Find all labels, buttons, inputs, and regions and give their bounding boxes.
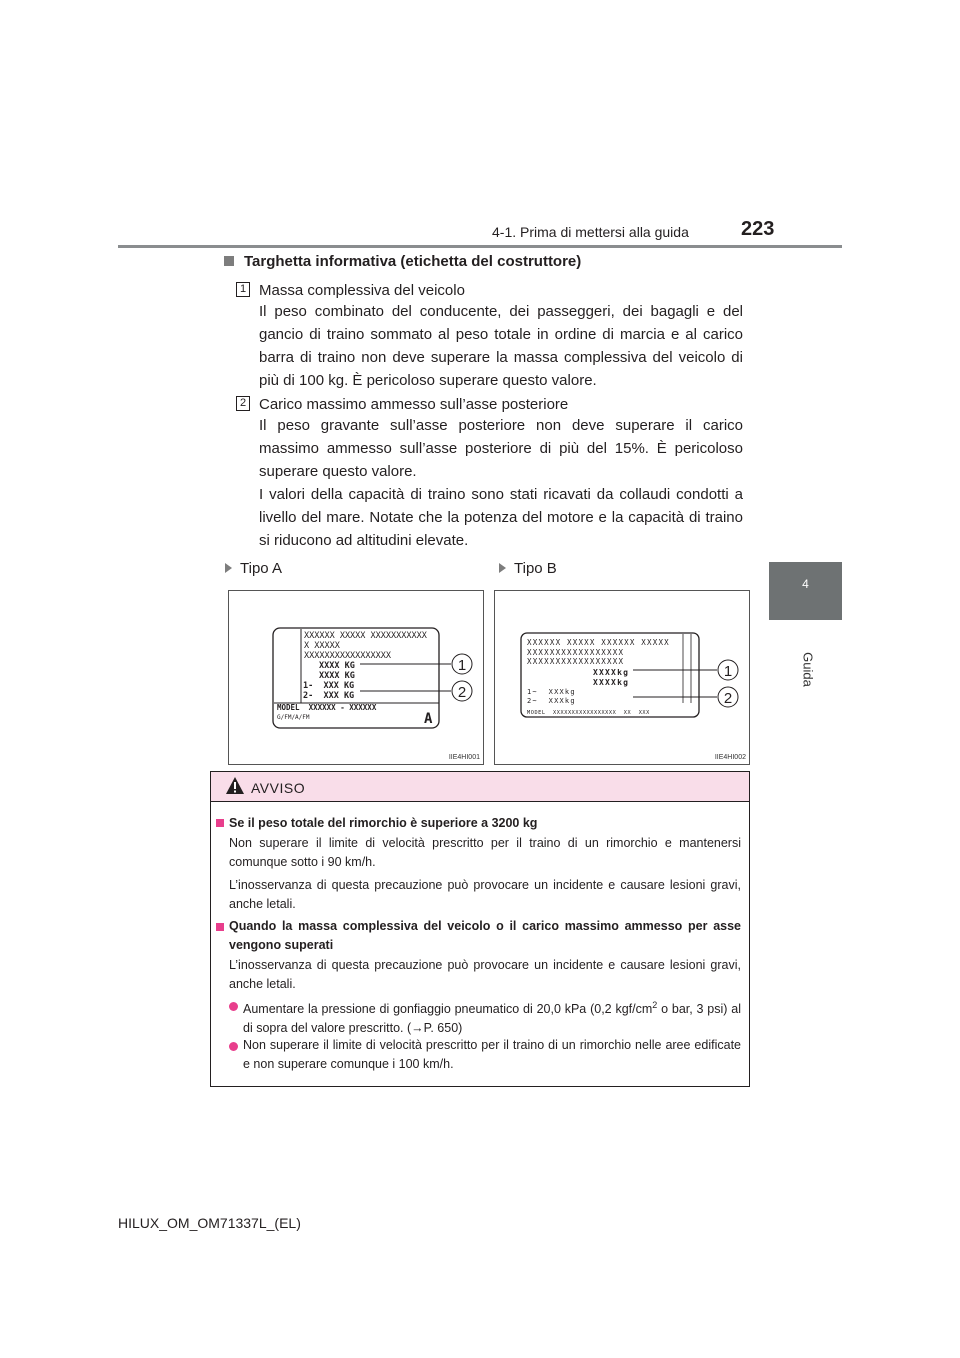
chapter-name-label: Guida [800,652,816,687]
label-a-line-4: XXXX KG [319,661,355,671]
figure-b-type [499,560,557,577]
bullet-1-text: Aumentare la pressione di gonfiaggio pneumatico di 20,0 kPa (0,2 kgf/cm [243,1002,653,1017]
warning-bullet-1 [243,996,741,1038]
bullet-2-icon [229,1042,238,1051]
label-b-line-5: XXXXkg [593,678,630,687]
label-a-line-3: XXXXXXXXXXXXXXXXX [304,651,391,661]
item-number-2: 2 [236,396,250,411]
label-a-line-5: XXXX KG [319,671,355,681]
item-1-text: Il peso combinato del conducente, dei passeggeri, dei bagagli e del gancio di traino sommato al peso totale in ordine di marcia e al carico barra di traino non deve superare la massa complessiva del veicolo di più di 100 kg. È pericoloso superare questo valore. [259,303,743,389]
warning-header [211,772,749,802]
warning-triangle-icon [225,776,245,796]
label-b-line-2: XXXXXXXXXXXXXXXXX [527,648,625,657]
item-2-text: Il peso gravante sull’asse posteriore non deve superare il carico massimo ammesso sull’asse posteriore di più del 15%. È pericoloso superare questo valore. [259,417,743,480]
label-b-line-4: XXXXkg [593,668,630,677]
warning-section-1-p1: Non superare il limite di velocità prescritto per il traino di un rimorchio e mantenersi comunque sotto i 90 km/h. [229,836,741,869]
item-2-title: Carico massimo ammesso sull’asse posteriore [259,396,569,413]
callout-b-1: 1 [723,663,733,680]
figure-a [228,590,484,765]
item-2-text2: I valori della capacità di traino sono stati ricavati da collaudi condotti a livello del mare. Notate che la potenza del motore e la capacità di traino si riducono ad altitudini elevate. [259,486,743,549]
label-b-line-6: 1~ XXXkg [527,688,576,696]
item-number-1: 1 [236,282,250,297]
chapter-tab: 4 [769,562,842,620]
warning-title: AVVISO [251,780,306,796]
section-heading-text: Targhetta informativa (etichetta del costruttore) [244,253,582,270]
label-a-fraction: G/FM/A/FM [277,714,310,721]
footer-doc-code: HILUX_OM_OM71337L_(EL) [118,1215,301,1231]
figure-b-code: IIE4HI002 [714,754,746,761]
callout-a-1: 1 [457,657,467,674]
warning-section-2-p1: L’inosservanza di questa precauzione può provocare un incidente e causare lesioni gravi, anche letali. [229,958,741,991]
header-rule [118,245,842,248]
figure-b-illustration [495,591,749,764]
label-a-model: MODEL XXXXXX - XXXXXX [277,703,377,712]
label-b-model: MODEL XXXXXXXXXXXXXXXXX XX XXX [527,710,650,716]
warning-section-2-marker [216,923,224,931]
warning-section-1-heading: Se il peso totale del rimorchio è superiore a 3200 kg [229,816,538,830]
triangle-icon [225,563,232,573]
warning-section-2-heading: Quando la massa complessiva del veicolo o il carico massimo ammesso per asse vengono superati [229,919,741,952]
label-b-line-1: XXXXXX XXXXX XXXXXX XXXXX [527,638,670,647]
label-b-line-3: XXXXXXXXXXXXXXXXX [527,657,625,666]
warning-box [210,771,750,1087]
figure-b [494,590,750,765]
callout-b-2: 2 [723,690,733,707]
label-a-line-1: XXXXXX XXXXX XXXXXXXXXXX [304,631,427,641]
page-number: 223 [741,218,775,240]
bullet-1-sup: 2 [652,1000,658,1010]
chapter-name [778,640,828,700]
bullet-1-text-end: o bar, 3 psi) al di sopra del valore prescritto. (→P. 650) [243,1002,741,1036]
label-b-line-7: 2~ XXXkg [527,697,576,705]
bullet-1-icon [229,1002,238,1011]
figure-a-type-label: Tipo A [240,560,282,577]
header-section-title: 4-1. Prima di mettersi alla guida [492,224,689,240]
item-1-title: Massa complessiva del veicolo [259,282,465,299]
warning-bullet-2: Non superare il limite di velocità prescritto per il traino di un rimorchio nelle aree edificate e non superare comunque i 100 km/h. [243,1038,741,1071]
label-a-line-6: 1- XXX KG [303,681,355,691]
figure-a-illustration [229,591,483,764]
warning-section-1-marker [216,819,224,827]
figure-b-type-label: Tipo B [514,560,557,577]
label-a-letter: A [424,711,433,727]
callout-a-2: 2 [457,684,467,701]
label-a-line-2: X XXXXX [304,641,340,651]
triangle-icon [499,563,506,573]
label-a-line-7: 2- XXX KG [303,691,355,701]
figure-a-type [225,560,282,577]
figure-a-code: IIE4HI001 [448,754,480,761]
section-heading [224,253,581,270]
heading-square-icon [224,256,234,266]
warning-section-1-p2: L’inosservanza di questa precauzione può provocare un incidente e causare lesioni gravi, anche letali. [229,878,741,911]
